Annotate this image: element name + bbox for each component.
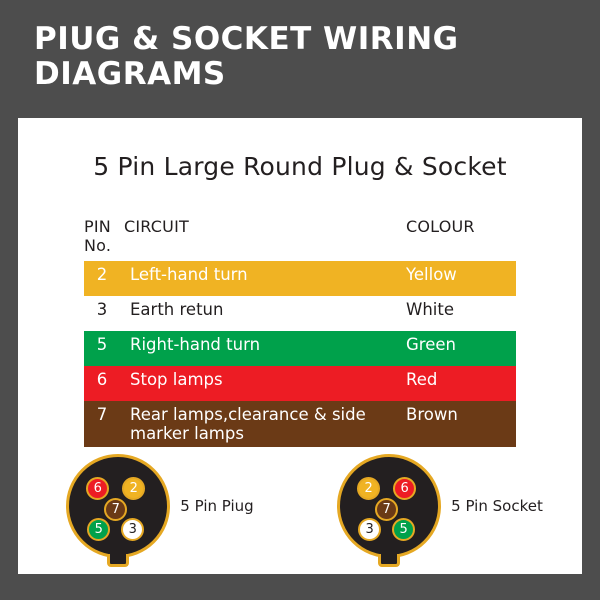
column-header-circuit: CIRCUIT (124, 217, 189, 236)
cell-circuit: Rear lamps,clearance & side marker lamps (130, 405, 366, 443)
connector-pin: 2 (357, 477, 380, 500)
connector-pin: 7 (104, 498, 127, 521)
cell-colour: White (406, 300, 454, 319)
cell-pin: 6 (96, 370, 108, 389)
connector-row (50, 454, 270, 558)
table-row (84, 401, 516, 447)
wiring-table (84, 217, 516, 447)
cell-pin: 3 (96, 300, 108, 319)
table-row (84, 261, 516, 296)
cell-pin: 2 (96, 265, 108, 284)
page-title: PIUG & SOCKET WIRING DIAGRAMS (34, 21, 459, 92)
table-row (84, 366, 516, 401)
cell-circuit: Right-hand turn (130, 335, 261, 354)
connector-pin: 6 (393, 477, 416, 500)
cell-colour: Green (406, 335, 456, 354)
connector-pin: 7 (375, 498, 398, 521)
connector-pin: 5 (87, 518, 110, 541)
connector-keyway-tab (107, 554, 129, 567)
cell-circuit: Earth retun (130, 300, 224, 319)
connector-label: 5 Pin Piug (180, 497, 254, 515)
column-header-pin: PIN No. (84, 217, 112, 255)
cell-colour: Red (406, 370, 438, 389)
connector-label: 5 Pin Socket (451, 497, 543, 515)
connector-pin: 2 (122, 477, 145, 500)
connector-body (66, 454, 170, 558)
connector-1 (50, 454, 270, 558)
card-title: 5 Pin Large Round Plug & Socket (93, 152, 507, 181)
cell-colour: Brown (406, 405, 458, 424)
table-header-row (84, 217, 516, 261)
cell-pin: 7 (96, 405, 108, 424)
connector-pin: 3 (358, 518, 381, 541)
cell-circuit: Stop lamps (130, 370, 223, 389)
cell-colour: Yellow (406, 265, 457, 284)
table-row (84, 296, 516, 331)
cell-circuit: Left-hand turn (130, 265, 248, 284)
column-header-colour: COLOUR (406, 217, 475, 236)
diagram-card (18, 118, 582, 574)
cell-pin: 5 (96, 335, 108, 354)
poster-header (0, 0, 600, 97)
connector-keyway-tab (378, 554, 400, 567)
connector-pin: 5 (392, 518, 415, 541)
table-row (84, 331, 516, 366)
connector-pin: 3 (121, 518, 144, 541)
connector-2 (330, 454, 550, 558)
table-body (84, 261, 516, 447)
connector-body (337, 454, 441, 558)
connector-row (330, 454, 550, 558)
connector-diagrams (18, 454, 582, 558)
connector-pin: 6 (86, 477, 109, 500)
